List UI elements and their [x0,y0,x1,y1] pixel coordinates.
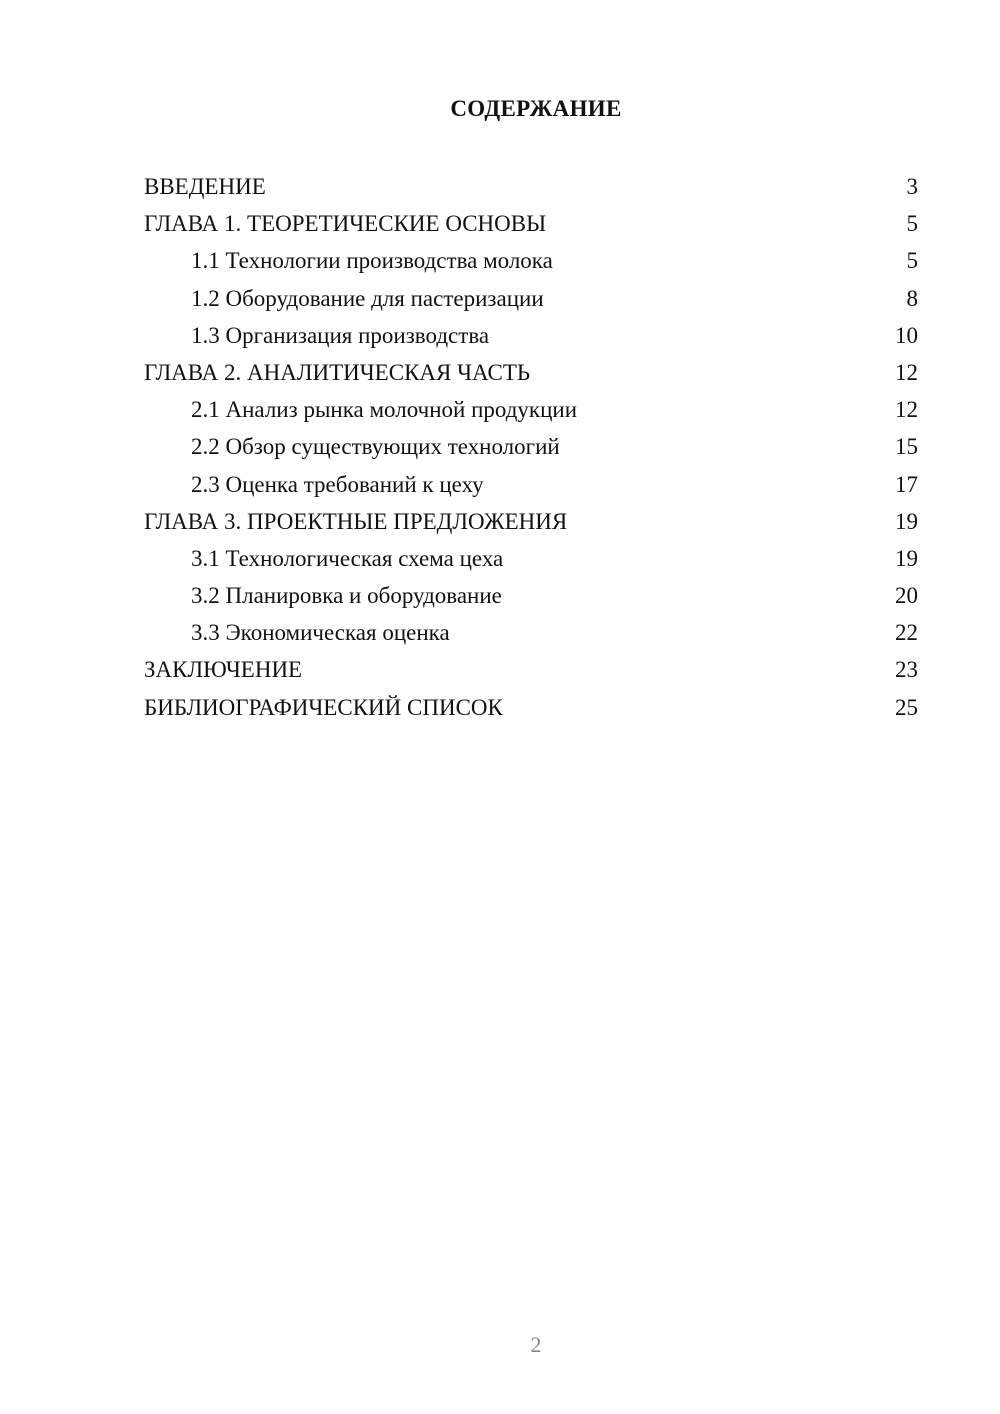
toc-entry-page: 19 [895,545,918,571]
toc-entry-page: 12 [895,397,918,423]
toc-entry-page: 25 [895,694,918,720]
toc-entry[interactable] [144,168,918,205]
toc-entry-label: 1.1 Технологии производства молока [191,248,553,274]
toc-entry[interactable] [144,205,918,242]
toc-entry-page: 17 [895,471,918,497]
toc-entry[interactable] [144,354,918,391]
toc-entry-label: ЗАКЛЮЧЕНИЕ [144,657,303,683]
toc-entry[interactable] [144,540,918,577]
toc-entry[interactable] [144,280,918,317]
toc-entry-label: 3.2 Планировка и оборудование [191,583,502,609]
toc-entry[interactable] [144,614,918,651]
toc-entry-label: 1.2 Оборудование для пастеризации [191,285,544,311]
toc-entry-label: 2.3 Оценка требований к цеху [191,471,484,497]
toc-entry-page: 10 [895,322,918,348]
toc-entry-label: ГЛАВА 3. ПРОЕКТНЫЕ ПРЕДЛОЖЕНИЯ [144,508,568,534]
toc-entry-label: ВВЕДЕНИЕ [144,174,266,199]
toc-entry-page: 20 [895,583,918,609]
toc-entry[interactable] [144,577,918,614]
toc-entry-label: 3.1 Технологическая схема цеха [191,545,504,571]
toc-entry[interactable] [144,466,918,503]
toc-entry-label: 2.1 Анализ рынка молочной продукции [191,397,578,423]
toc-entry[interactable] [144,391,918,428]
toc-entry[interactable] [144,242,918,279]
toc-entry[interactable] [144,428,918,465]
toc-entry-label: 2.2 Обзор существующих технологий [191,434,560,460]
toc-entry-page: 12 [895,359,918,385]
page-number: 2 [530,1332,542,1357]
toc-entry-label: 3.3 Экономическая оценка [191,620,450,646]
toc-entry[interactable] [144,317,918,354]
toc-entry-page: 5 [906,211,918,237]
toc-entry-label: 1.3 Организация производства [191,322,490,348]
toc-entry-label: ГЛАВА 2. АНАЛИТИЧЕСКАЯ ЧАСТЬ [144,359,531,385]
toc-entry[interactable] [144,651,918,688]
toc-entry[interactable] [144,503,918,540]
toc-entry-page: 3 [906,174,918,199]
toc-entry-page: 22 [895,620,918,646]
toc-entry-page: 8 [906,285,918,311]
toc-entry-page: 15 [895,434,918,460]
toc-entry[interactable] [144,689,918,726]
toc-entry-page: 19 [895,508,918,534]
table-of-contents [144,168,918,726]
toc-entry-label: ГЛАВА 1. ТЕОРЕТИЧЕСКИЕ ОСНОВЫ [144,211,547,237]
toc-entry-label: БИБЛИОГРАФИЧЕСКИЙ СПИСОК [144,694,503,720]
page-title: СОДЕРЖАНИЕ [450,96,622,121]
toc-entry-page: 23 [895,657,918,683]
toc-entry-page: 5 [906,248,918,274]
